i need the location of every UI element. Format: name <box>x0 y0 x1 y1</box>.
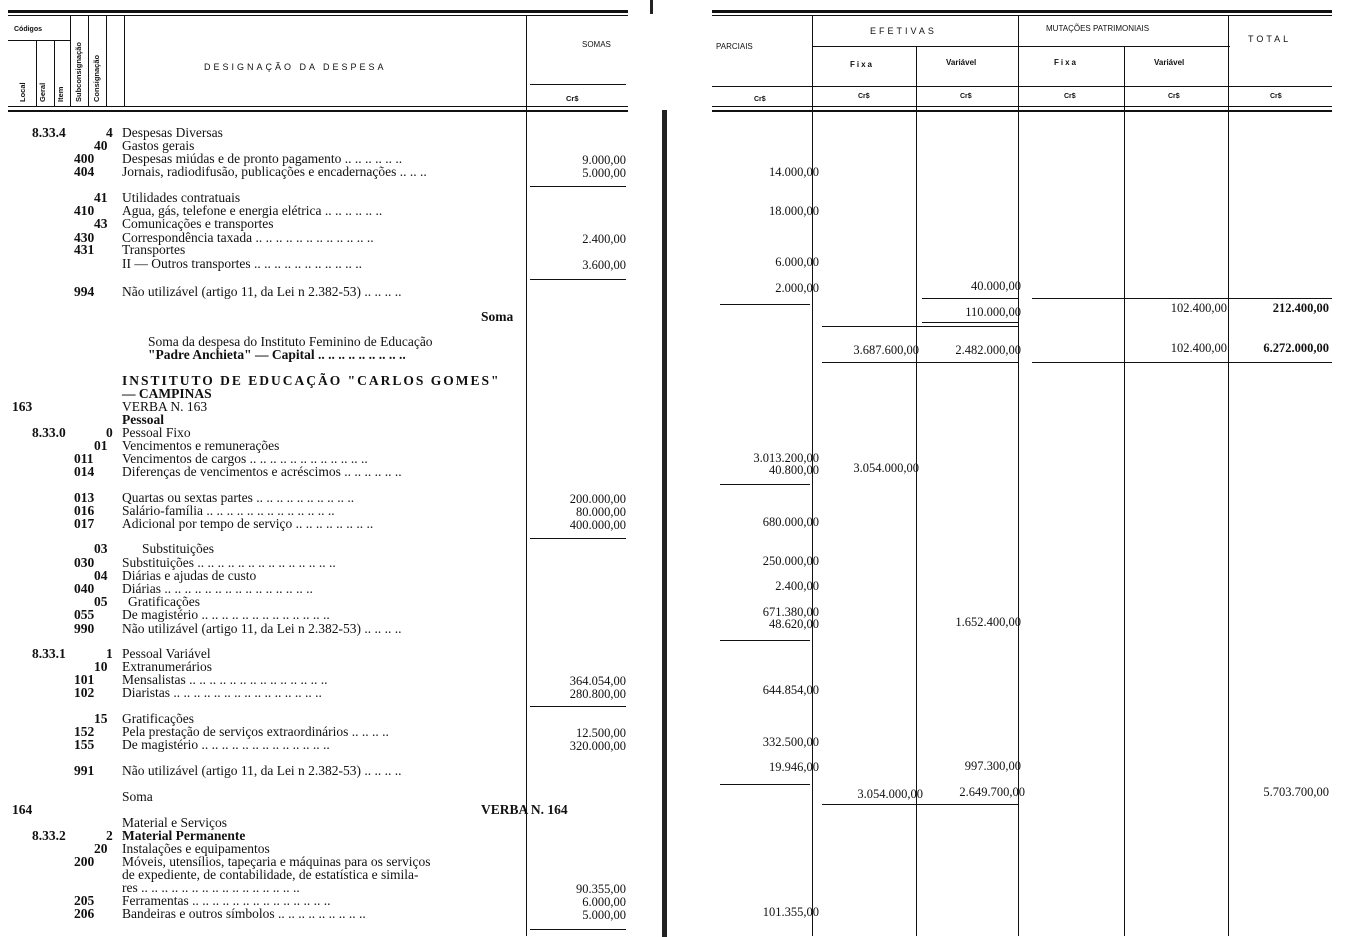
row-designacao: Agua, gás, telefone e energia elétrica .. .. .. .. .. .. <box>122 203 383 218</box>
header-mutacoes-fixa: Fixa <box>1054 58 1079 67</box>
row-code: 011 <box>74 451 94 466</box>
row-code: 990 <box>74 621 95 636</box>
row-code: 8.33.4 <box>32 125 66 140</box>
row-designacao: Substituições .. .. .. .. .. .. .. .. .. .. .. .. .. .. <box>122 555 336 570</box>
row-code: 8.33.0 <box>32 425 66 440</box>
efetivas-fixa-value: 3.054.000,00 <box>853 461 919 475</box>
row-designacao: Substituições <box>142 541 215 556</box>
row-designacao: De magistério .. .. .. .. .. .. .. .. .. .. .. .. .. <box>122 737 330 752</box>
row-soma: 2.400,00 <box>582 232 626 246</box>
row-designacao: Quartas ou sextas partes .. .. .. .. .. .. .. .. .. .. <box>122 490 355 505</box>
currency-efetivas-variavel: Cr$ <box>960 93 972 100</box>
header-mutacoes: MUTAÇÕES PATRIMONIAIS <box>1046 24 1150 33</box>
total-value: 5.703.700,00 <box>1263 785 1329 799</box>
row-soma: 5.000,00 <box>582 166 626 180</box>
row-code: 991 <box>74 763 95 778</box>
efetivas-variavel-value: 2.649.700,00 <box>959 785 1025 799</box>
efetivas-variavel-value: 110.000,00 <box>965 305 1021 319</box>
total-value: 212.400,00 <box>1272 301 1329 315</box>
row-code: 016 <box>74 503 95 518</box>
row-designacao: res .. .. .. .. .. .. .. .. .. .. .. .. .. .. .. .. <box>122 880 300 895</box>
row-designacao: Transportes <box>122 242 186 257</box>
row-designacao: Material Permanente <box>122 828 246 843</box>
parcial-value: 332.500,00 <box>762 735 819 749</box>
row-code: 040 <box>74 581 95 596</box>
header-currency: Cr$ <box>566 94 579 103</box>
row-designacao: Extranumerários <box>122 659 212 674</box>
row-designacao: Soma <box>481 309 514 324</box>
row-code: 410 <box>74 203 95 218</box>
row-code: 017 <box>74 516 95 531</box>
header-mutacoes-variavel: Variável <box>1154 58 1185 67</box>
mutacoes-variavel-value: 102.400,00 <box>1170 341 1227 355</box>
row-designacao: Mensalistas .. .. .. .. .. .. .. .. .. .. .. .. .. .. <box>122 672 328 687</box>
efetivas-variavel-value: 2.482.000,00 <box>955 343 1021 357</box>
row-code: 8.33.1 <box>32 646 66 661</box>
row-designacao: Correspondência taxada .. .. .. .. .. .. .. .. .. .. .. .. <box>122 230 374 245</box>
row-designacao: Diárias e ajudas de custo <box>122 568 257 583</box>
parcial-value: 671.380,00 <box>762 605 819 619</box>
header-efetivas: EFETIVAS <box>870 26 937 36</box>
row-soma: 280.800,00 <box>569 687 626 701</box>
row-soma: 3.600,00 <box>582 258 626 272</box>
row-code: 994 <box>74 284 95 299</box>
row-designacao: Material e Serviços <box>122 815 227 830</box>
row-designacao: Ferramentas .. .. .. .. .. .. .. .. .. .. .. .. .. .. <box>122 893 331 908</box>
parcial-value: 2.400,00 <box>775 579 819 593</box>
row-consignacao: 20 <box>94 841 108 856</box>
row-code: 155 <box>74 737 95 752</box>
row-soma: 12.500,00 <box>576 726 626 740</box>
currency-efetivas-fixa: Cr$ <box>858 93 870 100</box>
row-designacao: Pessoal <box>122 412 164 427</box>
parcial-value: 18.000,00 <box>769 204 819 218</box>
row-soma: 364.054,00 <box>569 674 626 688</box>
row-soma: 9.000,00 <box>582 153 626 167</box>
row-consignacao: 4 <box>106 125 113 140</box>
row-designacao: Soma da despesa do Instituto Feminino de Educação <box>148 334 433 349</box>
row-code: 152 <box>74 724 95 739</box>
parcial-value: 101.355,00 <box>762 905 819 919</box>
row-consignacao: 05 <box>94 594 108 609</box>
row-designacao: Jornais, radiodifusão, publicações e encadernações .. .. .. <box>122 164 427 179</box>
row-consignacao: 41 <box>94 190 108 205</box>
header-geral: Geral <box>38 82 47 102</box>
row-designacao: Diferenças de vencimentos e acréscimos .. .. .. .. .. .. <box>122 464 402 479</box>
row-consignacao: 04 <box>94 568 108 583</box>
header-total: TOTAL <box>1248 34 1292 44</box>
row-consignacao: 43 <box>94 216 108 231</box>
header-designacao: DESIGNAÇÃO DA DESPESA <box>204 62 387 72</box>
header-item: Item <box>56 86 65 102</box>
row-code: 206 <box>74 906 95 921</box>
row-soma: 320.000,00 <box>569 739 626 753</box>
row-designacao: Bandeiras e outros símbolos .. .. .. .. .. .. .. .. .. <box>122 906 366 921</box>
row-designacao: VERBA N. 164 <box>481 802 568 817</box>
row-code: 102 <box>74 685 95 700</box>
row-code: 014 <box>74 464 95 479</box>
row-soma: 90.355,00 <box>576 882 626 896</box>
row-code: 030 <box>74 555 95 570</box>
row-consignacao: 03 <box>94 541 108 556</box>
row-designacao: Despesas miúdas e de pronto pagamento .. .. .. .. .. .. <box>122 151 403 166</box>
row-designacao: Móveis, utensílios, tapeçaria e máquinas para os serviços <box>122 854 431 869</box>
row-code: 205 <box>74 893 95 908</box>
parcial-value: 40.800,00 <box>769 463 819 477</box>
row-consignacao: 1 <box>106 646 113 661</box>
parcial-value: 48.620,00 <box>769 617 819 631</box>
total-value: 6.272.000,00 <box>1263 341 1329 355</box>
parcial-value: 6.000,00 <box>775 255 819 269</box>
currency-parciais: Cr$ <box>754 96 766 103</box>
row-code: 163 <box>12 399 33 414</box>
header-subconsignacao: Subconsignação <box>74 41 83 102</box>
row-designacao: II — Outros transportes .. .. .. .. .. .. .. .. .. .. .. <box>122 256 362 271</box>
row-designacao: Soma <box>122 789 153 804</box>
row-consignacao: 0 <box>106 425 113 440</box>
efetivas-fixa-value: 3.687.600,00 <box>853 343 919 357</box>
row-designacao: Despesas Diversas <box>122 125 223 140</box>
row-code: 200 <box>74 854 95 869</box>
row-designacao: Diárias .. .. .. .. .. .. .. .. .. .. .. .. .. .. .. <box>122 581 313 596</box>
row-designacao: Gratificações <box>122 711 194 726</box>
header-parciais: PARCIAIS <box>716 42 753 51</box>
row-designacao: Não utilizável (artigo 11, da Lei n 2.382-53) .. .. .. .. <box>122 621 402 636</box>
parcial-value: 3.013.200,00 <box>753 451 819 465</box>
row-designacao: INSTITUTO DE EDUCAÇÃO "CARLOS GOMES" <box>122 373 501 388</box>
row-code: 400 <box>74 151 95 166</box>
parcial-value: 19.946,00 <box>769 760 819 774</box>
row-consignacao: 2 <box>106 828 113 843</box>
row-code: 430 <box>74 230 95 245</box>
efetivas-variavel-value: 997.300,00 <box>964 759 1021 773</box>
row-designacao: VERBA N. 163 <box>122 399 208 414</box>
mutacoes-variavel-value: 102.400,00 <box>1170 301 1227 315</box>
row-code: 101 <box>74 672 95 687</box>
row-designacao: Pela prestação de serviços extraordinários .. .. .. .. <box>122 724 389 739</box>
header-efetivas-variavel: Variável <box>946 58 977 67</box>
efetivas-variavel-value: 40.000,00 <box>971 279 1021 293</box>
row-designacao: Gastos gerais <box>122 138 195 153</box>
row-consignacao: 15 <box>94 711 108 726</box>
header-codigos: Códigos <box>14 26 42 33</box>
row-designacao: Comunicações e transportes <box>122 216 274 231</box>
header-somas: SOMAS <box>582 40 611 49</box>
efetivas-variavel-value: 1.652.400,00 <box>955 615 1021 629</box>
header-efetivas-fixa: Fixa <box>850 60 875 69</box>
row-designacao: de expediente, de contabilidade, de estatística e simila- <box>122 867 419 882</box>
row-soma: 80.000,00 <box>576 505 626 519</box>
row-code: 164 <box>12 802 33 817</box>
row-consignacao: 40 <box>94 138 108 153</box>
parcial-value: 14.000,00 <box>769 165 819 179</box>
row-designacao: Não utilizável (artigo 11, da Lei n 2.382-53) .. .. .. .. <box>122 284 402 299</box>
row-designacao: Gratificações <box>128 594 200 609</box>
row-designacao: Vencimentos de cargos .. .. .. .. .. .. .. .. .. .. .. .. <box>122 451 368 466</box>
row-designacao: Salário-família .. .. .. .. .. .. .. .. .. .. .. .. .. <box>122 503 335 518</box>
row-consignacao: 01 <box>94 438 108 453</box>
row-designacao: Pessoal Variável <box>122 646 211 661</box>
row-designacao: — CAMPINAS <box>122 386 212 401</box>
row-code: 8.33.2 <box>32 828 66 843</box>
row-designacao: De magistério .. .. .. .. .. .. .. .. .. .. .. .. .. <box>122 607 330 622</box>
efetivas-fixa-value: 3.054.000,00 <box>857 787 923 801</box>
row-designacao: Instalações e equipamentos <box>122 841 270 856</box>
row-designacao: Vencimentos e remunerações <box>122 438 280 453</box>
row-designacao: Utilidades contratuais <box>122 190 241 205</box>
parcial-value: 250.000,00 <box>762 554 819 568</box>
row-soma: 6.000,00 <box>582 895 626 909</box>
row-code: 013 <box>74 490 95 505</box>
parcial-value: 2.000,00 <box>775 281 819 295</box>
row-code: 404 <box>74 164 95 179</box>
row-designacao: Pessoal Fixo <box>122 425 191 440</box>
row-code: 431 <box>74 242 95 257</box>
row-soma: 200.000,00 <box>569 492 626 506</box>
header-consignacao: Consignação <box>92 54 101 102</box>
parcial-value: 644.854,00 <box>762 683 819 697</box>
row-designacao: Não utilizável (artigo 11, da Lei n 2.382-53) .. .. .. .. <box>122 763 402 778</box>
currency-total: Cr$ <box>1270 93 1282 100</box>
header-local: Local <box>18 82 27 102</box>
row-soma: 400.000,00 <box>569 518 626 532</box>
row-soma: 5.000,00 <box>582 908 626 922</box>
currency-mutacoes-fixa: Cr$ <box>1064 93 1076 100</box>
row-designacao: Adicional por tempo de serviço .. .. .. .. .. .. .. .. <box>122 516 374 531</box>
row-designacao: Diaristas .. .. .. .. .. .. .. .. .. .. .. .. .. .. .. <box>122 685 322 700</box>
row-designacao: "Padre Anchieta" — Capital .. .. .. .. .. .. .. .. .. <box>148 347 406 362</box>
row-consignacao: 10 <box>94 659 108 674</box>
parcial-value: 680.000,00 <box>762 515 819 529</box>
currency-mutacoes-variavel: Cr$ <box>1168 93 1180 100</box>
row-code: 055 <box>74 607 95 622</box>
